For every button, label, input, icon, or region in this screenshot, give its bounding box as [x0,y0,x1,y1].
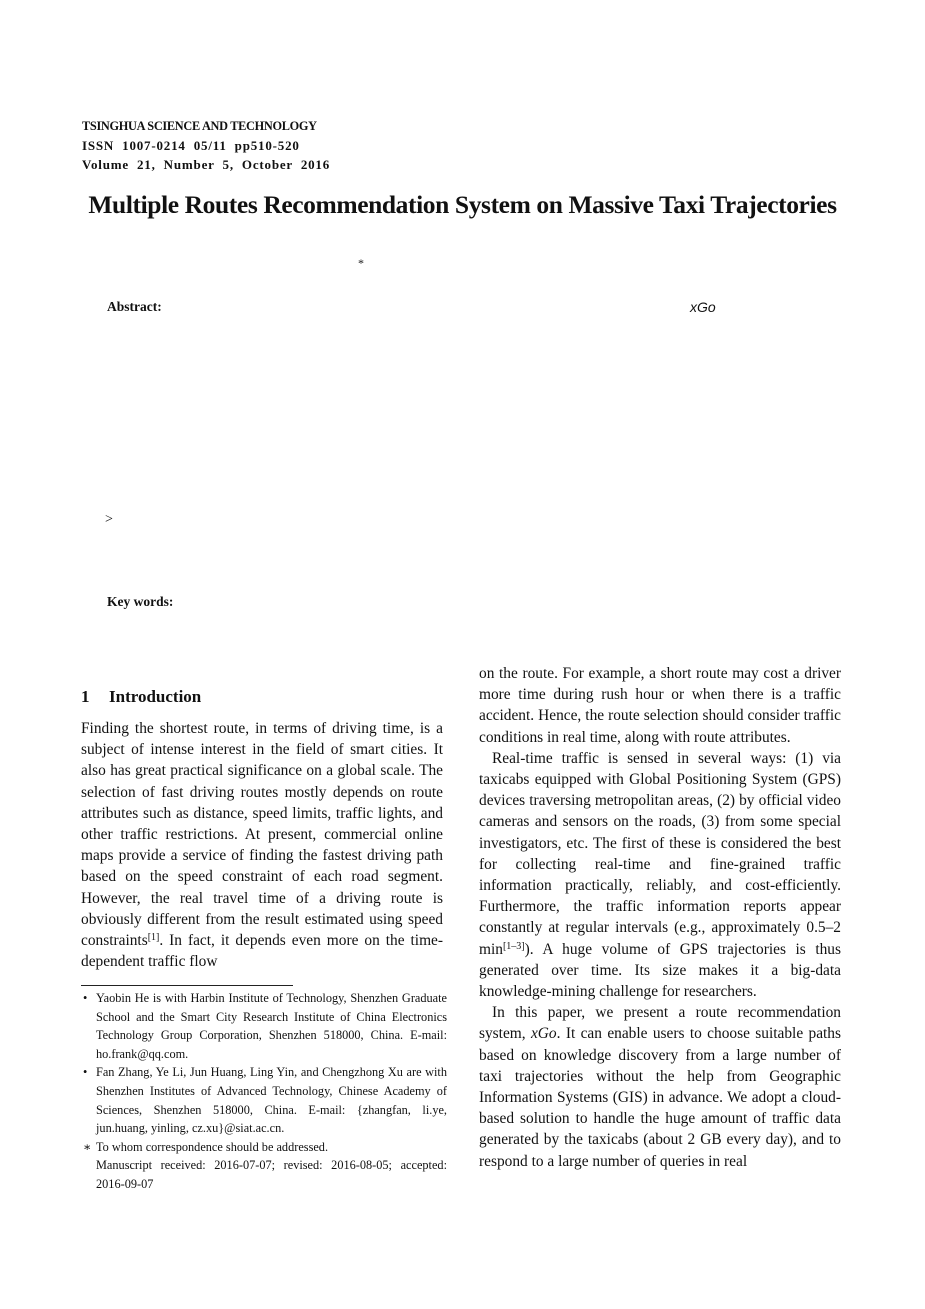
right-column [479,663,841,1172]
abstract-symbol: > [105,512,113,527]
volume-line: Volume 21, Number 5, October 2016 [82,157,331,172]
asterisk-icon: ∗ [83,1139,92,1154]
footnote-affiliation-1 [81,989,447,1063]
footnote-text: Fan Zhang, Ye Li, Jun Huang, Ling Yin, and Chengzhong Xu are with Shenzhen Institutes of Advanced Technology, Chinese Academy of Sciences, Shenzhen 518000, China. E-mail: {zhangfan, li.ye, jun.huang, yinling, cz.xu}@siat.ac.cn. [96,1065,447,1136]
paragraph-text: ). A huge volume of GPS trajectories is thus generated over time. Its size makes it a big-data knowledge-mining challenge for researchers. [479,940,841,1001]
manuscript-dates: Manuscript received: 2016-07-07; revised: 2016-08-05; accepted: 2016-09-07 [96,1158,447,1191]
abstract-xgo-fragment: xGo [690,299,716,315]
journal-header [82,117,330,174]
paragraph-text: . It can enable users to choose suitable paths based on knowledge discovery from a large number of taxi trajectories without the help from Geographic Information Systems (GIS) in advance. We adopt a cloud-based solution to handle the huge amount of traffic data generated by the taxicabs (about 2 GB every day), and to respond to a large number of queries in real [479,1025,841,1170]
footnote-text: Yaobin He is with Harbin Institute of Technology, Shenzhen Graduate School and the Smart City Research Institute of China Electronics Technology Group Corporation, Shenzhen 518000, China. E-mail: ho.frank@qq.com. [96,991,447,1061]
intro-paragraph-2 [479,748,841,1002]
paragraph-text: In this paper, we present a route recommendation system, [479,1004,841,1043]
footnote-text: To whom correspondence should be addressed. [96,1139,329,1154]
abstract-label: Abstract: [107,299,162,314]
author-marker: * [358,256,364,270]
footnote-correspondence [81,1138,447,1157]
footnote-divider [81,985,293,986]
intro-paragraph-3 [479,1002,841,1172]
bullet-icon: • [83,991,88,1005]
issn-line: ISSN 1007-0214 05/11 pp510-520 [82,138,300,153]
system-name: xGo [530,1025,557,1043]
bullet-icon: • [83,1065,88,1080]
section-title: Introduction [109,687,202,706]
paper-title: Multiple Routes Recommendation System on Massive Taxi Trajectories [88,190,837,219]
citation-ref: [1–3] [502,940,525,952]
left-column [81,685,443,972]
paragraph-text: . In fact, it depends even more on the time-dependent traffic flow [81,932,443,971]
footnotes [81,989,447,1194]
section-heading [81,685,443,709]
section-number: 1 [81,687,90,706]
journal-name: TSINGHUA SCIENCE AND TECHNOLOGY [82,119,317,133]
footnote-affiliation-2 [81,1063,447,1137]
paragraph-text: Real-time traffic is sensed in several ways: (1) via taxicabs equipped with Global Positioning System (GPS) devices traversing metropolitan areas, (2) by official video cameras and sensors on the roads, (3) from some special investigators, etc. The first of these is considered the best for collecting real-time and fine-grained traffic information practically, reliably, and cost-efficiently. Furthermore, the traffic information reports appear constantly at regular intervals (e.g., approximately 0.5–2 min [479,749,841,958]
paragraph-text: Finding the shortest route, in terms of driving time, is a subject of intense interest in the field of smart cities. It also has great practical significance on a global scale. The selection of fast driving routes mostly depends on route attributes such as distance, speed limits, traffic lights, and other traffic restrictions. At present, commercial online maps provide a service of finding the fastest driving path based on the speed constraint of each road segment. However, the real travel time of a driving route is obviously different from the result estimated using speed constraints [81,720,443,950]
keywords-label: Key words: [107,594,174,609]
intro-paragraph-1-cont: on the route. For example, a short route may cost a driver more time during rush hour or when there is a traffic accident. Hence, the route selection should consider traffic conditions in real time, along with route attributes. [479,665,841,746]
intro-paragraph-1 [81,718,443,972]
citation-ref: [1] [147,932,160,944]
